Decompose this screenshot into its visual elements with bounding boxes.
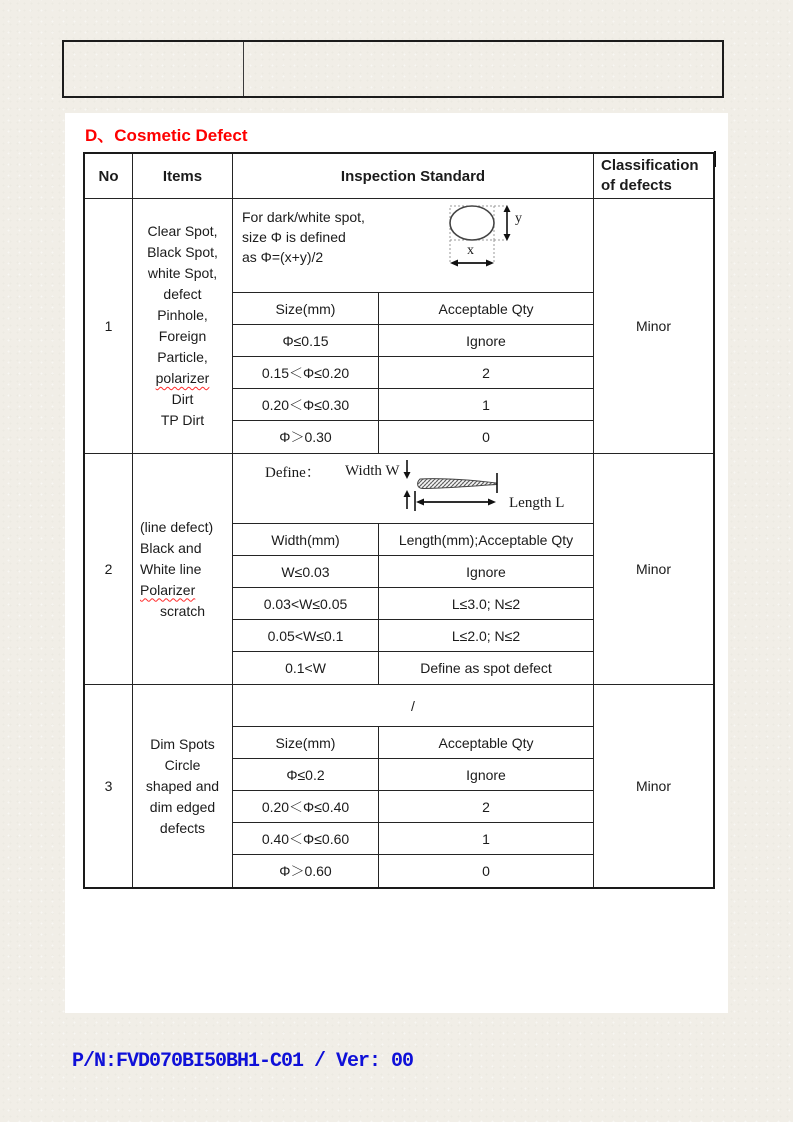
define-label: Define： [265,465,321,481]
header-box [62,40,724,98]
row1-items [133,199,233,453]
row3-items [133,685,233,887]
row1-subrow: 0.15＜Φ≤0.20 2 [233,357,593,389]
header-items: Items [133,154,233,198]
row3-standard [233,685,594,887]
row2-subheader [233,524,593,556]
intro-line: For dark/white spot, [242,209,365,225]
sub-col-header: Width(mm) [233,524,379,555]
misspelled-word: Polarizer [140,581,196,598]
row1-items-line: Black Spot, [147,244,218,260]
row2-items-line: Black and [140,539,202,556]
row2-no: 2 [85,454,133,684]
row1-no: 1 [85,199,133,453]
row1-items-line: Pinhole, [157,307,208,323]
row3-no: 3 [85,685,133,887]
row1-items-line: Clear Spot, [147,223,218,239]
row3-subrow: Φ≤0.2 Ignore [233,759,593,791]
row3-subrow: 0.40＜Φ≤0.60 1 [233,823,593,855]
row1-intro-text [242,207,365,267]
row2-classification: Minor [635,561,671,577]
header-inspection-standard: Inspection Standard [233,154,594,198]
row1-items-line: white Spot, [147,265,218,281]
row2-standard [233,454,594,684]
sub-col-header: Size(mm) [233,727,379,758]
row2-items [133,454,233,684]
misspelled-word: polarizer [155,370,210,386]
row3-subrow: 0.20＜Φ≤0.40 2 [233,791,593,823]
sub-col-header: Acceptable Qty [438,300,534,317]
width-label: Width W [345,463,400,479]
table-row-1 [85,199,713,454]
row1-standard-intro [233,199,593,293]
row2-items-line: scratch [159,602,206,619]
row2-subrow: 0.03<W≤0.05 L≤3.0; N≤2 [233,588,593,620]
row1-classification: Minor [635,318,671,334]
intro-line: size Φ is defined [242,229,346,245]
x-label: x [467,243,474,258]
table-row-2 [85,454,713,685]
line-defect-diagram [257,457,593,519]
row2-subrow: 0.1<W Define as spot defect [233,652,593,684]
row3-items-line: defects [159,819,206,836]
sub-col-header: Acceptable Qty [438,734,534,751]
row3-items-line: shaped and [145,777,220,794]
row1-standard [233,199,594,453]
section-title: D、Cosmetic Defect [85,126,248,145]
row1-items-line: TP Dirt [160,412,205,428]
y-label: y [515,211,522,226]
sub-col-header: Length(mm);Acceptable Qty [398,531,574,548]
table-header-row [85,154,713,199]
row3-standard-intro: / [233,685,593,727]
row1-subrow: Φ＞0.30 0 [233,421,593,453]
row2-items-line: White line [140,560,202,577]
row3-items-line: Circle [164,756,201,773]
header-box-right-cell [244,42,722,96]
row3-classification: Minor [635,778,671,794]
length-label: Length L [509,495,565,511]
content-sheet [65,113,728,1013]
part-number-footer: P/N:FVD070BI50BH1-C01 / Ver: 00 [72,1050,414,1073]
row3-items-line: dim edged [149,798,216,815]
row1-items-line: Particle, [157,349,208,365]
row1-subrow: 0.20＜Φ≤0.30 1 [233,389,593,421]
row3-items-line: Dim Spots [150,735,215,752]
row2-standard-intro [233,454,593,524]
row1-subrow: Φ≤0.15 Ignore [233,325,593,357]
intro-line: as Φ=(x+y)/2 [242,249,324,265]
row1-subheader [233,293,593,325]
row1-items-line: defect [163,286,202,302]
table-row-3 [85,685,713,887]
header-no: No [85,154,133,198]
row1-items-line: Dirt [171,391,194,407]
row2-items-line: (line defect) [140,518,214,535]
header-box-left-cell [64,42,244,96]
sub-col-header: Size(mm) [233,293,379,324]
header-classification: Classification of defects [601,157,699,194]
row2-subrow: 0.05<W≤0.1 L≤2.0; N≤2 [233,620,593,652]
row3-subheader [233,727,593,759]
row1-items-line: Foreign [158,328,207,344]
spot-size-diagram [436,202,536,282]
defect-table [83,152,715,889]
row2-subrow: W≤0.03 Ignore [233,556,593,588]
row2-items-line [133,580,232,601]
row3-subrow: Φ＞0.60 0 [233,855,593,887]
row1-items-line [133,368,232,389]
